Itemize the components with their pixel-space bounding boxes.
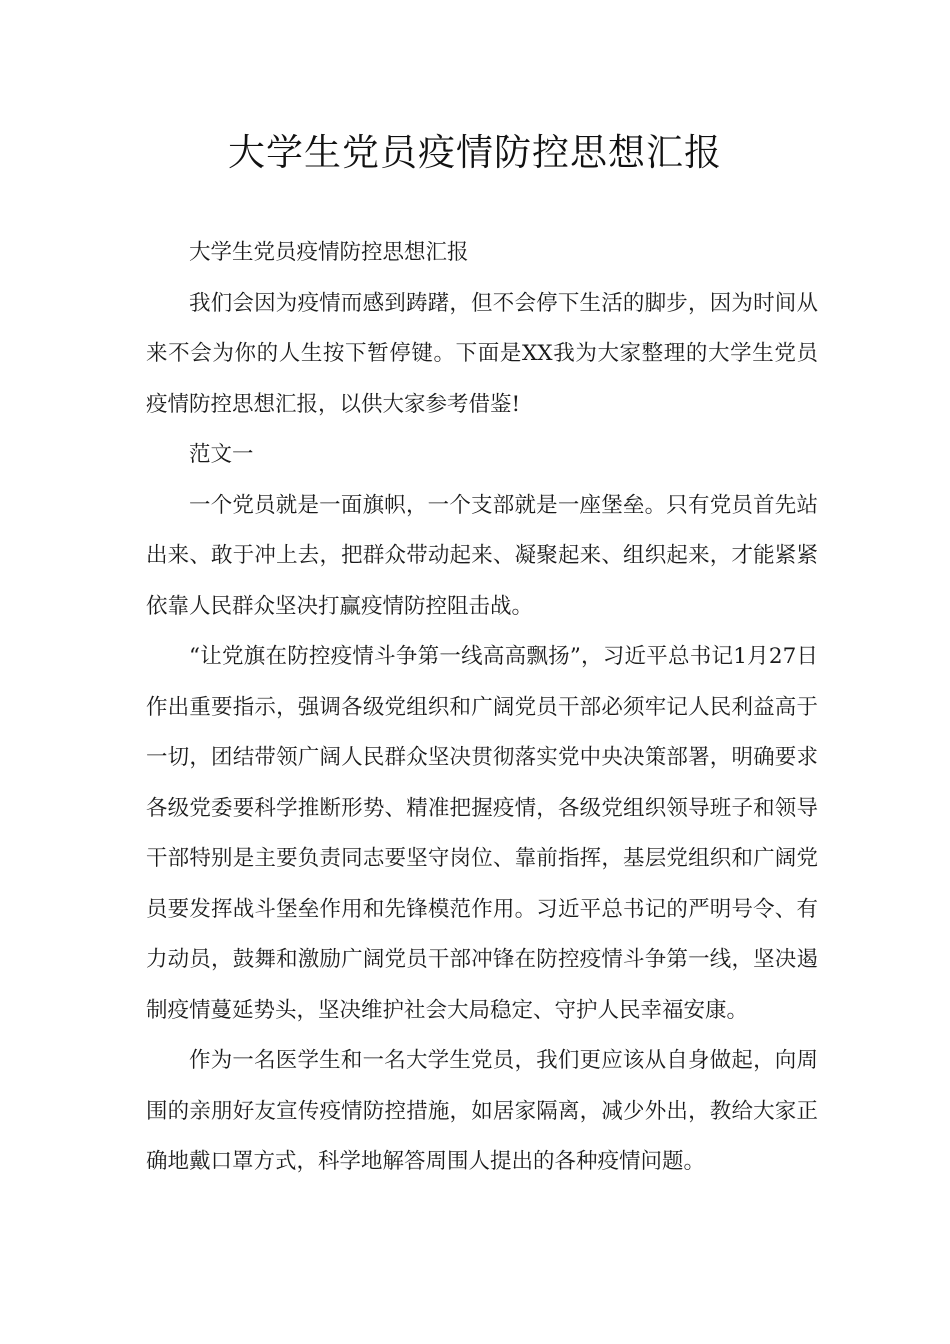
paragraph-body-1: 一个党员就是一面旗帜，一个支部就是一座堡垒。只有党员首先站出来、敢于冲上去，把群众带动起来、凝聚起来、组织起来，才能紧紧依靠人民群众坚决打赢疫情防控阻击战。: [146, 492, 818, 619]
paragraph-intro: 我们会因为疫情而感到踌躇，但不会停下生活的脚步，因为时间从来不会为你的人生按下暂停键。下面是XX我为大家整理的大学生党员疫情防控思想汇报，以供大家参考借鉴!: [146, 290, 818, 417]
paragraph-subtitle: 大学生党员疫情防控思想汇报: [189, 240, 469, 265]
paragraph-body-2: “让党旗在防控疫情斗争第一线高高飘扬”，习近平总书记1月27日作出重要指示，强调各级党组织和广阔党员干部必须牢记人民利益高于一切，团结带领广阔人民群众坚决贯彻落实党中央决策部署，明确要求各级党委要科学推断形势、精准把握疫情，各级党组织领导班子和领导干部特别是主要负责同志要坚守岗位、靠前指挥，基层党组织和广阔党员要发挥战斗堡垒作用和先锋模范作用。习近平总书记的严明号令、有力动员，鼓舞和激励广阔党员干部冲锋在防控疫情斗争第一线，坚决遏制疫情蔓延势头，坚决维护社会大局稳定、守护人民幸福安康。: [146, 644, 818, 1023]
paragraph-sample-heading: 范文一: [189, 442, 254, 467]
paragraph-body-3: 作为一名医学生和一名大学生党员，我们更应该从自身做起，向周围的亲朋好友宣传疫情防控措施，如居家隔离，减少外出，教给大家正确地戴口罩方式，科学地解答周围人提出的各种疫情问题。: [146, 1048, 818, 1174]
document-body: [146, 228, 818, 1188]
document-title: 大学生党员疫情防控思想汇报: [228, 131, 722, 174]
